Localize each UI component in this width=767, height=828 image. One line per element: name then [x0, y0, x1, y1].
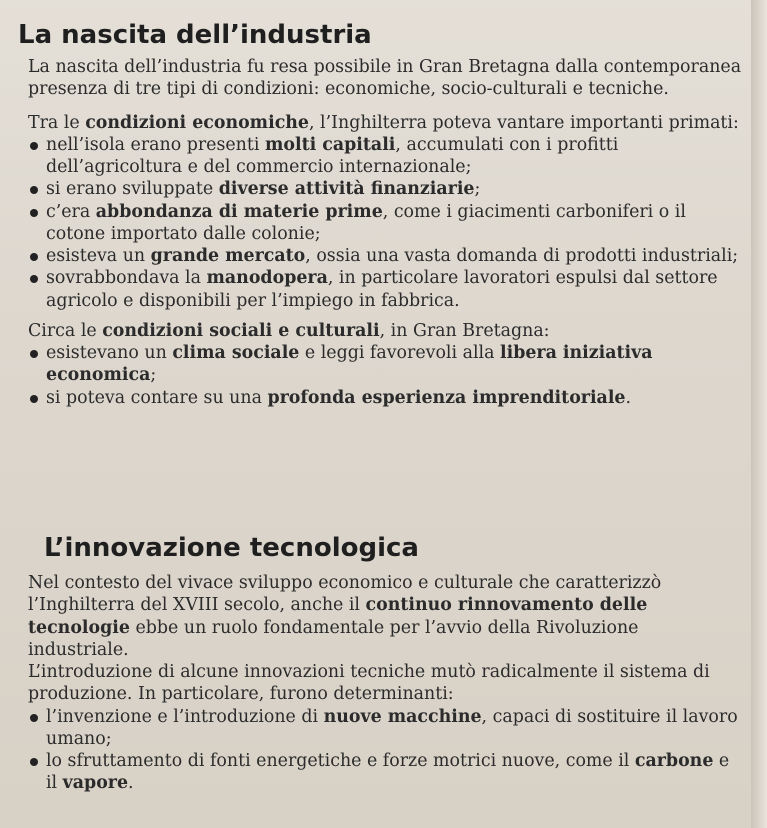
social-conditions-intro: Circa le condizioni sociali e culturali, in Gran Bretagna:: [28, 320, 550, 341]
list-item: sovrabbondava la manodopera, in particolare lavoratori espulsi dal settore agricolo e disponibili per l’impiego in fabbrica.: [28, 267, 744, 312]
technology-list: [28, 706, 744, 795]
list-item: c’era abbondanza di materie prime, come i giacimenti carboniferi o il cotone importato dalle colonie;: [28, 201, 744, 246]
list-item: nell’isola erano presenti molti capitali, accumulati con i profitti dell’agricoltura e del commercio internazionale;: [28, 134, 744, 179]
text-run: , l’Inghilterra poteva vantare importanti primati:: [309, 112, 739, 133]
text-run: Tra le: [28, 112, 86, 133]
list-item: esistevano un clima sociale e leggi favorevoli alla libera iniziativa economica;: [28, 342, 744, 387]
list-item: esisteva un grande mercato, ossia una vasta domanda di prodotti industriali;: [28, 245, 744, 267]
economic-conditions-intro: [28, 112, 744, 134]
list-item: l’invenzione e l’introduzione di nuove macchine, capaci di sostituire il lavoro umano;: [28, 706, 744, 751]
intro-paragraph: La nascita dell’industria fu resa possibile in Gran Bretagna dalla contemporanea presenza di tre tipi di condizioni: economiche, socio-culturali e tecniche.: [28, 57, 742, 100]
section-body-technology: [28, 572, 744, 795]
page-edge: [751, 0, 767, 828]
section-body-industry: [28, 56, 744, 409]
list-item: si erano sviluppate diverse attività finanziarie;: [28, 178, 744, 200]
bold-term: condizioni economiche: [85, 112, 309, 133]
technology-paragraph-2: L’introduzione di alcune innovazioni tecniche mutò radicalmente il sistema di produzione. In particolare, furono determinanti:: [28, 662, 710, 705]
list-item: lo sfruttamento di fonti energetiche e forze motrici nuove, come il carbone e il vapore.: [28, 750, 744, 795]
list-item: si poteva contare su una profonda esperienza imprenditoriale.: [28, 387, 744, 409]
economic-conditions-list: [28, 134, 744, 312]
technology-paragraph-1: Nel contesto del vivace sviluppo economico e culturale che caratterizzò l’Inghilterra del XVIII secolo, anche il continuo rinnovamento delle tecnologie ebbe un ruolo fondamentale per l’avvio della Rivoluzione industriale.: [28, 573, 662, 660]
section-title-technology: L’innovazione tecnologica: [44, 533, 419, 563]
section-title-industry: La nascita dell’industria: [18, 20, 372, 50]
social-conditions-list: [28, 342, 744, 409]
